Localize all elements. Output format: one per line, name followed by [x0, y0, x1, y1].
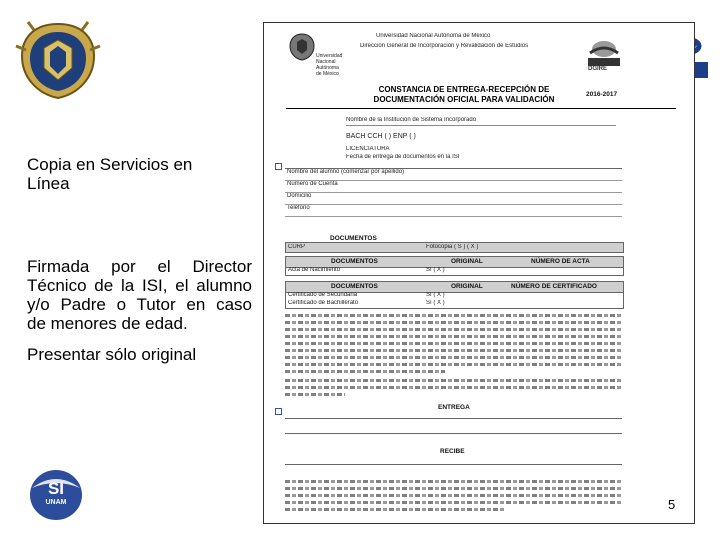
doc-entrega: ENTREGA: [438, 404, 470, 411]
doc-title-line1: CONSTANCIA DE ENTREGA-RECEPCIÓN DE: [378, 85, 550, 94]
signature-note-line: de menores de edad.: [27, 314, 188, 333]
doc-field: Teléfono: [285, 205, 622, 217]
doc-margin-mark: [275, 163, 282, 170]
doc-t2-row: Acta de Nacimiento: [288, 267, 341, 273]
doc-footnote: [285, 478, 622, 516]
doc-dgire-logo: [584, 37, 624, 67]
doc-cycle: 2016-2017: [586, 91, 618, 98]
doc-t3-val1: Sí ( X ): [426, 292, 445, 298]
doc-dgire-text: DGIRE: [588, 66, 608, 72]
si-unam-logo-si: SI: [47, 479, 65, 498]
doc-isi-name: Nombre de la Institución de Sistema Incorporado: [346, 117, 477, 123]
signature-note-line: Firmada por el Director: [27, 257, 252, 276]
doc-t3-val2: Sí ( X ): [426, 300, 445, 306]
si-unam-logo: [28, 468, 84, 522]
doc-bach: BACH CCH ( ) ENP ( ): [346, 133, 416, 140]
doc-title-line2: DOCUMENTACIÓN OFICIAL PARA VALIDACIÓN: [373, 95, 555, 104]
doc-docs-heading: DOCUMENTOS: [330, 235, 377, 242]
doc-table2-row: [285, 266, 624, 276]
doc-header-line2: Dirección General de Incorporación y Revalidación de Estudios: [360, 43, 529, 49]
doc-table3-rows: [285, 291, 624, 309]
si-unam-logo-unam: UNAM: [45, 499, 67, 506]
doc-fotocopia: Fotocopia ( S ) ( X ): [426, 244, 479, 250]
doc-title-rule: [286, 108, 676, 109]
doc-t2-col1: DOCUMENTOS: [331, 258, 378, 265]
doc-field: Nombre del alumno (comenzar por apellido): [285, 169, 622, 181]
unam-logo: [14, 20, 102, 102]
doc-legal-paragraph-2: [285, 377, 622, 399]
doc-licenciatura: LICENCIATURA: [346, 146, 390, 152]
doc-t3-row2: Certificado de Bachillerato: [288, 300, 359, 306]
doc-unam-caption: Universidad Nacional Autónoma de México: [316, 53, 343, 77]
doc-t2-col2: ORIGINAL: [451, 258, 483, 265]
signature-note-line: y/o Padre o Tutor en caso: [27, 295, 252, 314]
signature-note: [27, 257, 252, 333]
doc-student-fields: [285, 168, 622, 221]
signature-note-line: Técnico de la ISI, el alumno: [27, 276, 252, 295]
original-note: Presentar sólo original: [27, 345, 197, 364]
doc-t3-col2: ORIGINAL: [451, 283, 483, 290]
doc-header-line1: Universidad Nacional Autónoma de México: [376, 33, 491, 39]
doc-margin-mark: [275, 408, 282, 415]
doc-entrega-line: [285, 418, 622, 419]
doc-field: Número de Cuenta: [285, 181, 622, 193]
doc-field: Domicilio: [285, 193, 622, 205]
doc-table1-band: [285, 242, 624, 253]
doc-legal-paragraph: [285, 312, 622, 372]
page-number: 5: [668, 497, 676, 512]
doc-t3-col1: DOCUMENTOS: [331, 283, 378, 290]
doc-curp: CURP: [288, 244, 306, 250]
doc-t2-val: Sí ( X ): [426, 267, 445, 273]
copy-note-line: Copia en Servicios en: [27, 155, 193, 174]
doc-fecha: Fecha de entrega de documentos en la ISI: [346, 154, 460, 160]
doc-t3-col3: NÚMERO DE CERTIFICADO: [511, 283, 597, 290]
doc-t3-row1: Certificado de Secundaria: [288, 292, 358, 298]
doc-t2-col3: NÚMERO DE ACTA: [531, 258, 590, 265]
doc-recibe: RECIBE: [440, 448, 465, 455]
doc-isi-underline: [346, 125, 616, 126]
copy-note-line: Línea: [27, 174, 70, 193]
doc-recibe-line: [285, 464, 622, 465]
doc-entrega-line: [285, 433, 622, 434]
copy-note: [27, 155, 257, 193]
doc-unam-logo: [288, 33, 316, 61]
